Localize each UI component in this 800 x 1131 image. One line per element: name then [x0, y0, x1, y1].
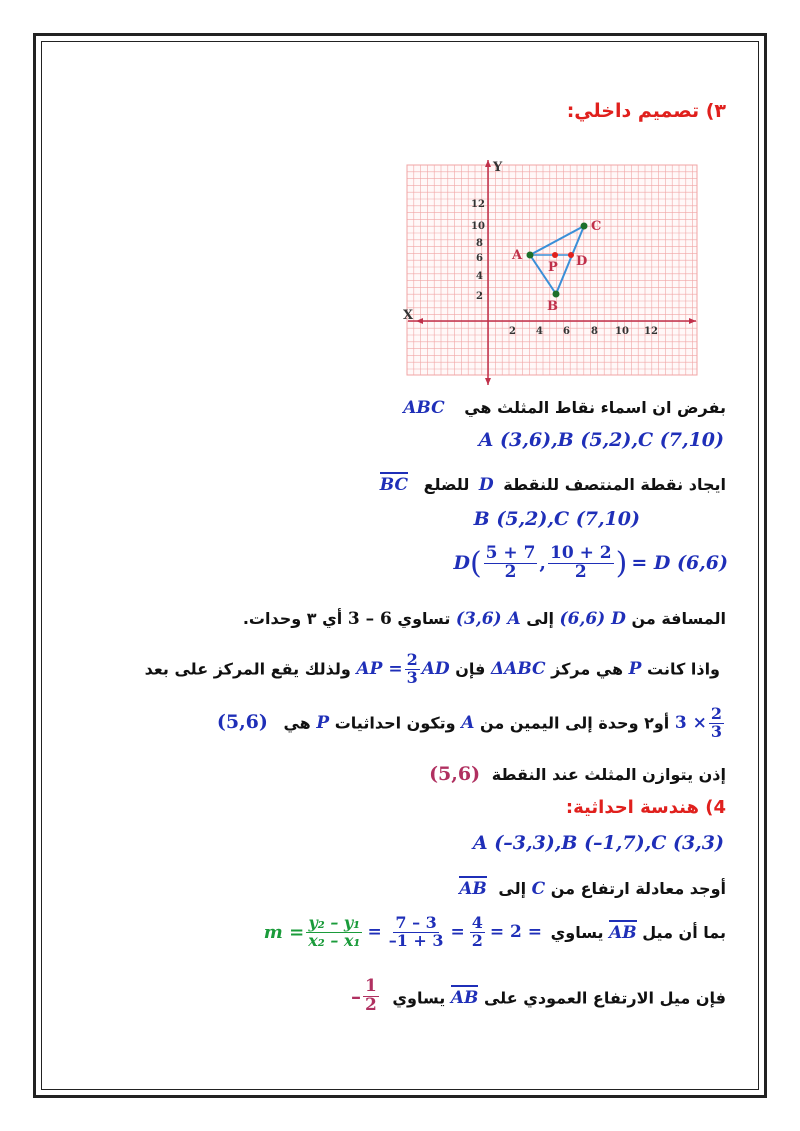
coordinate-graph [400, 155, 700, 390]
text: أو٢ وحدة إلى اليمين من [479, 713, 670, 733]
frac-den: 2 [364, 994, 377, 1015]
vertex-b [553, 291, 560, 298]
math-abc: ABC [403, 398, 445, 418]
var-p: P [316, 713, 330, 734]
text: تساوي [397, 609, 451, 628]
x-tick-2: 2 [509, 326, 516, 337]
text: إلى [498, 879, 527, 898]
text: واذا كانت [647, 659, 720, 679]
label-a: A [512, 248, 523, 263]
y-tick-4: 4 [476, 271, 483, 282]
text: ولذلك يقع المركز على بعد [144, 659, 351, 679]
text: وتكون احداثيات [334, 713, 456, 733]
frac-num: 10 + 2 [550, 543, 612, 563]
frac-den: 2 [504, 561, 517, 582]
frac-num: 4 [471, 913, 483, 932]
x-tick-8: 8 [591, 326, 598, 337]
frac-num: 2 [406, 650, 418, 669]
section3-heading: ٣) تصميم داخلي: [566, 100, 726, 122]
text: إذن يتوازن المثلث عند النقطة [491, 765, 726, 784]
line-slope [264, 915, 726, 950]
math: 3 × [674, 713, 707, 734]
math-bc-points: B (5,2),C (7,10) [473, 508, 640, 530]
text: فإن ميل الارتفاع العمودي على [483, 988, 726, 1008]
x-tick-12: 12 [644, 326, 658, 337]
text: هي مركز [551, 659, 624, 679]
paren-close: ) [615, 545, 628, 581]
text: بفرض ان اسماء نقاط المثلث هي [464, 398, 726, 417]
label-c: C [591, 219, 602, 234]
text: فإن [455, 659, 486, 679]
math-point: (5,6) [429, 763, 481, 785]
text: للضلع [423, 475, 470, 494]
line-triangle-names [403, 398, 726, 418]
y-tick-2: 2 [476, 291, 483, 302]
y-axis-arrow-top [485, 160, 491, 167]
frac-den: 2 [574, 561, 587, 582]
segment-ab: AB [459, 876, 487, 899]
segment-bc: BC [380, 472, 408, 495]
segment-ab: AB [451, 985, 479, 1008]
text: يساوي [550, 922, 604, 942]
text: ايجاد نقطة المنتصف للنقطة [503, 475, 726, 494]
line-vertices-2 [473, 832, 724, 854]
line-perpendicular-slope [351, 978, 726, 1015]
line-altitude-task [459, 876, 726, 899]
text: المسافة من [631, 609, 726, 628]
math: (6,6) D [559, 609, 626, 629]
line-midpoint-task [380, 472, 726, 495]
section4-heading: 4) هندسة احداثية: [565, 797, 726, 818]
text: أوجد معادلة ارتفاع من [550, 879, 726, 898]
math: AD [421, 659, 450, 680]
vertex-a [527, 252, 534, 259]
math-point: (5,6) [216, 711, 268, 734]
math: (3,6) A [455, 609, 521, 629]
paren-open: ( [469, 545, 482, 581]
vertex-c [581, 223, 588, 230]
math-vertices: A (3,6),B (5,2),C (7,10) [478, 429, 724, 451]
frac-num: y₂ – y₁ [308, 913, 361, 932]
var-a: A [461, 713, 475, 734]
text: أي ٣ وحدات. [242, 609, 343, 628]
x-tick-6: 6 [563, 326, 570, 337]
text: يساوي [392, 988, 446, 1008]
line-balance [429, 763, 726, 785]
line-midpoint-formula: D ( $\frac{5 + 7}{2}$ , $\frac{10 + 2}{2}$ ) = D (6,6) [453, 543, 728, 582]
line-bc-points [474, 508, 640, 530]
line-vertices [479, 429, 724, 451]
text: هي [283, 713, 311, 733]
math-m: m = [263, 921, 305, 943]
math-eq: = 2 = [489, 922, 543, 943]
math: AP = [356, 659, 403, 680]
frac-den: x₂ – x₁ [308, 930, 361, 950]
text: بما أن ميل [642, 922, 726, 942]
line-distance [243, 609, 726, 629]
math-triangle: ΔABC [490, 659, 546, 680]
line-centroid [145, 652, 720, 687]
math-rhs: = D (6,6) [631, 552, 728, 575]
y-axis-label: Y [493, 160, 503, 175]
frac-den: –1 + 3 [388, 930, 444, 950]
label-p: P [548, 260, 558, 275]
point-p [552, 252, 558, 258]
line-p-coordinates [217, 706, 726, 741]
point-d [568, 252, 574, 258]
y-tick-10: 10 [471, 221, 485, 232]
math-eq: = [367, 922, 382, 943]
frac-den: 2 [471, 930, 483, 950]
x-tick-10: 10 [615, 326, 629, 337]
math: 3 – 6 [347, 609, 392, 629]
x-tick-4: 4 [536, 326, 543, 337]
x-axis-label: X [403, 308, 414, 323]
frac-num: 7 – 3 [395, 913, 437, 932]
frac-den: 3 [406, 667, 418, 687]
var-d: D [478, 475, 494, 495]
y-axis-arrow-bottom [485, 378, 491, 385]
segment-ab: AB [609, 920, 637, 943]
minus-sign: – [350, 984, 361, 1009]
y-tick-12: 12 [471, 199, 485, 210]
math-eq: = [450, 922, 465, 943]
var-p: P [628, 659, 642, 680]
math-vertices: A (–3,3),B (–1,7),C (3,3) [472, 832, 724, 854]
y-tick-8: 8 [476, 238, 483, 249]
var-d: D [453, 552, 470, 575]
frac-num: 1 [364, 976, 377, 996]
label-b: B [547, 299, 558, 314]
var-c: C [531, 879, 546, 899]
frac-num: 5 + 7 [485, 543, 536, 563]
frac-den: 3 [710, 721, 722, 741]
y-tick-6: 6 [476, 253, 483, 264]
frac-num: 2 [710, 704, 722, 723]
label-d: D [576, 254, 588, 269]
text: إلى [526, 609, 554, 628]
